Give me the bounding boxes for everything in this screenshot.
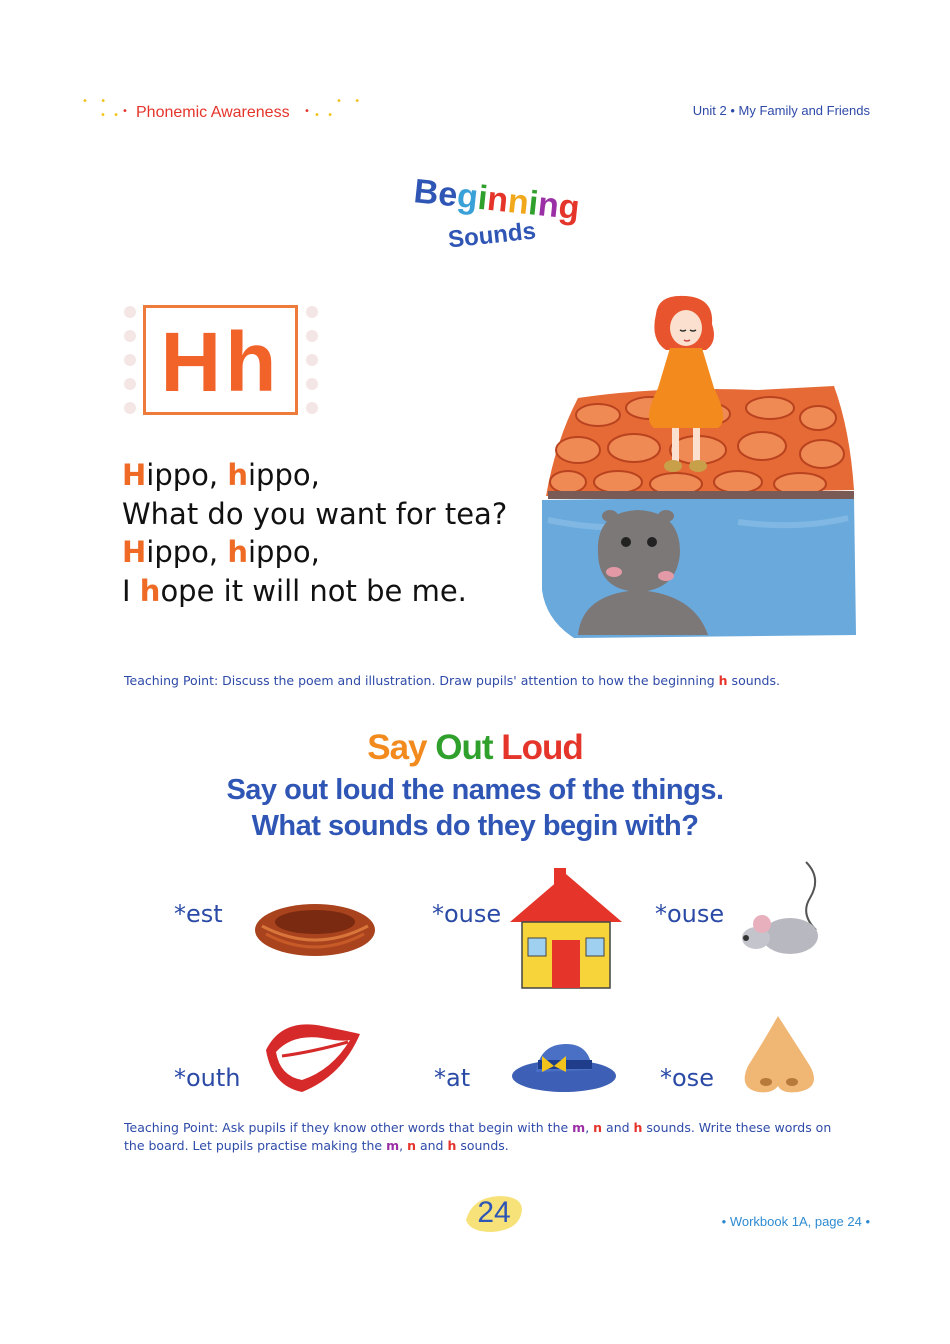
logo-line-2: Sounds [446, 217, 538, 254]
poem-text: ope it will not be me. [160, 573, 467, 608]
decorative-dots-icon [306, 306, 320, 426]
sparkle-dots-icon: • • [82, 96, 109, 107]
teaching-point-1 [124, 672, 844, 690]
teaching-point-letter: n [407, 1138, 416, 1153]
teaching-point-letter: h [447, 1138, 457, 1153]
beginning-sounds-logo [410, 172, 590, 262]
word-ouse-house: *ouse [432, 900, 502, 928]
teaching-point-letter: m [386, 1138, 400, 1153]
teaching-point-letter: n [593, 1120, 603, 1135]
teaching-point-text: and [415, 1138, 448, 1153]
poem-text: ippo, [146, 535, 228, 569]
title-word: Say [367, 728, 427, 767]
page-number [462, 1190, 526, 1236]
decorative-dots-icon [124, 306, 138, 426]
teaching-point-text: Teaching Point: Ask pupils if they know other words that begin with the [124, 1120, 573, 1135]
sparkle-dots-icon: • • [314, 110, 335, 121]
teaching-point-text: , [399, 1138, 408, 1153]
poem-highlight-letter: h [227, 458, 248, 492]
poem-text: I [122, 573, 140, 608]
logo-line-1: Beginning [412, 172, 582, 228]
nest-icon [252, 896, 378, 960]
poem-highlight-letter: h [227, 535, 248, 569]
teaching-point-text: sounds. Write these words on the board. Let pupils practise making the [124, 1120, 832, 1153]
teaching-point-text: sounds. [727, 673, 780, 688]
unit-label: Unit 2 • My Family and Friends [692, 103, 870, 118]
poem-line [122, 533, 542, 572]
sparkle-dots-icon: • • [100, 110, 121, 121]
teaching-point-letter: h [718, 673, 728, 688]
girl-and-hippo-illustration [538, 290, 860, 640]
teaching-point-letter: h [633, 1120, 643, 1135]
poem [122, 456, 542, 610]
mouse-icon [740, 858, 830, 962]
word-est: *est [174, 900, 223, 928]
poem-line [122, 572, 542, 611]
poem-highlight-letter: H [122, 535, 147, 569]
poem-text: ippo, [146, 458, 228, 492]
teaching-point-letter: m [572, 1120, 586, 1135]
section-header [82, 96, 382, 132]
title-word: Loud [501, 728, 583, 767]
poem-line [122, 456, 542, 495]
poem-line: What do you want for tea? [122, 496, 508, 531]
teaching-point-text: and [602, 1120, 634, 1135]
sparkle-dots-icon: • [304, 106, 312, 117]
word-ose: *ose [660, 1064, 714, 1092]
nose-icon [738, 1014, 820, 1096]
instruction-line-2: What sounds do they begin with? [251, 810, 699, 842]
title-word: Out [435, 728, 493, 767]
teaching-point-text: sounds. [456, 1138, 509, 1153]
poem-text: ippo, [248, 535, 320, 569]
workbook-reference: • Workbook 1A, page 24 • [721, 1214, 870, 1229]
word-outh: *outh [174, 1064, 241, 1092]
poem-highlight-letter: H [122, 458, 147, 492]
sparkle-dots-icon: • • [336, 96, 363, 107]
house-icon [506, 866, 626, 992]
section-label: Phonemic Awareness [136, 104, 290, 121]
poem-highlight-letter: h [139, 573, 161, 608]
word-ouse-mouse: *ouse [655, 900, 725, 928]
say-out-loud-title [0, 728, 950, 768]
hat-icon [510, 1038, 618, 1094]
teaching-point-text: , [585, 1120, 594, 1135]
page-number-text: 24 [477, 1196, 511, 1229]
teaching-point-text: Teaching Point: Discuss the poem and illustration. Draw pupils' attention to how the beginning [124, 673, 719, 688]
mouth-icon [262, 1016, 364, 1096]
teaching-point-2 [124, 1119, 844, 1155]
sparkle-dots-icon: • [122, 106, 130, 117]
letter-card-text: Hh [160, 315, 281, 409]
letter-card [124, 300, 329, 422]
letter-card-frame [143, 305, 298, 415]
instruction-line-1: Say out loud the names of the things. [226, 774, 724, 806]
word-at: *at [434, 1064, 471, 1092]
poem-text: ippo, [248, 458, 320, 492]
